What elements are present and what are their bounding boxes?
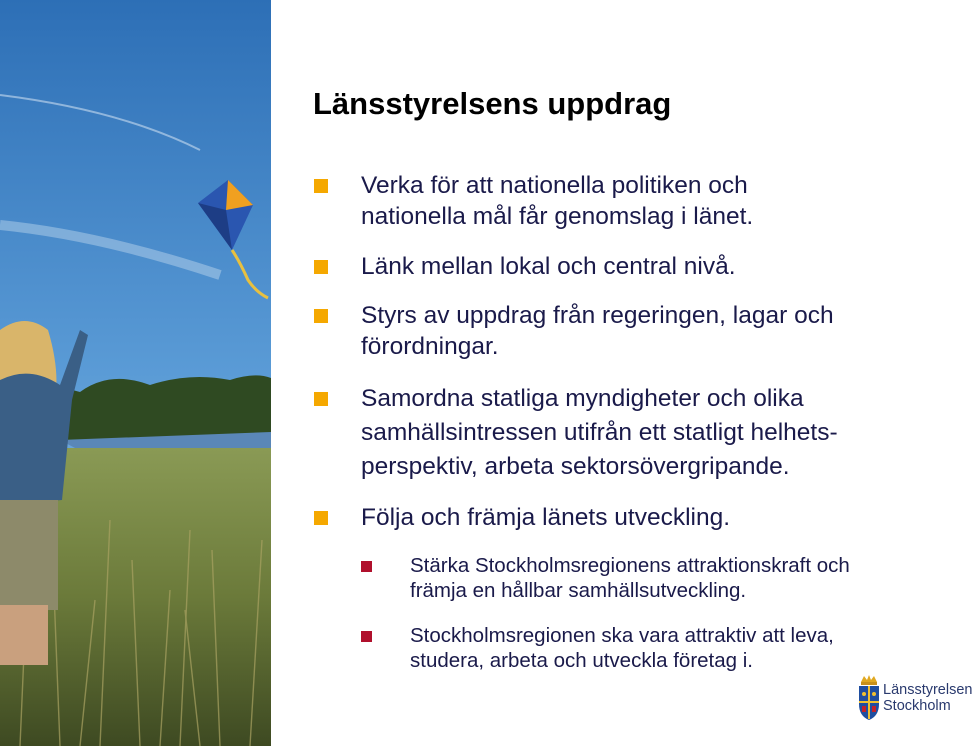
- sub-bullet-item: [314, 553, 954, 603]
- square-bullet-icon: [361, 561, 372, 572]
- bullet-item: [314, 300, 954, 362]
- square-bullet-icon: [314, 511, 328, 525]
- bullet-text: Länk mellan lokal och central nivå.: [361, 253, 736, 280]
- coat-of-arms-icon: [857, 674, 881, 722]
- sub-bullet-text: Stockholmsregionen ska vara attraktiv att leva, studera, arbeta och utveckla företag i.: [410, 624, 834, 672]
- slide-title: Länsstyrelsens uppdrag: [313, 86, 672, 121]
- bullet-item: [314, 502, 954, 533]
- square-bullet-icon: [361, 631, 372, 642]
- bullet-list: [314, 170, 954, 673]
- square-bullet-icon: [314, 179, 328, 193]
- lansstyrelsen-logo: [857, 672, 972, 724]
- bullet-text: Verka för att nationella politiken och nationella mål får genomslag i länet.: [361, 172, 754, 230]
- bullet-item: [314, 251, 954, 282]
- bullet-item: [314, 382, 954, 484]
- square-bullet-icon: [314, 392, 328, 406]
- sub-bullet-item: [314, 623, 954, 673]
- bullet-item: [314, 170, 954, 232]
- kite-photo: [0, 0, 271, 746]
- square-bullet-icon: [314, 309, 328, 323]
- sub-bullet-text: Stärka Stockholmsregionens attraktionskraft och främja en hållbar samhällsutveckling.: [410, 554, 850, 602]
- bullet-text: Styrs av uppdrag från regeringen, lagar och förordningar.: [361, 302, 834, 360]
- logo-text: Länsstyrelsen Stockholm: [883, 682, 972, 714]
- bullet-text: Samordna statliga myndigheter och olika samhällsintressen utifrån ett statligt helhets- perspektiv, arbeta sektorsövergripande.: [361, 385, 838, 480]
- bullet-text: Följa och främja länets utveckling.: [361, 504, 731, 531]
- square-bullet-icon: [314, 260, 328, 274]
